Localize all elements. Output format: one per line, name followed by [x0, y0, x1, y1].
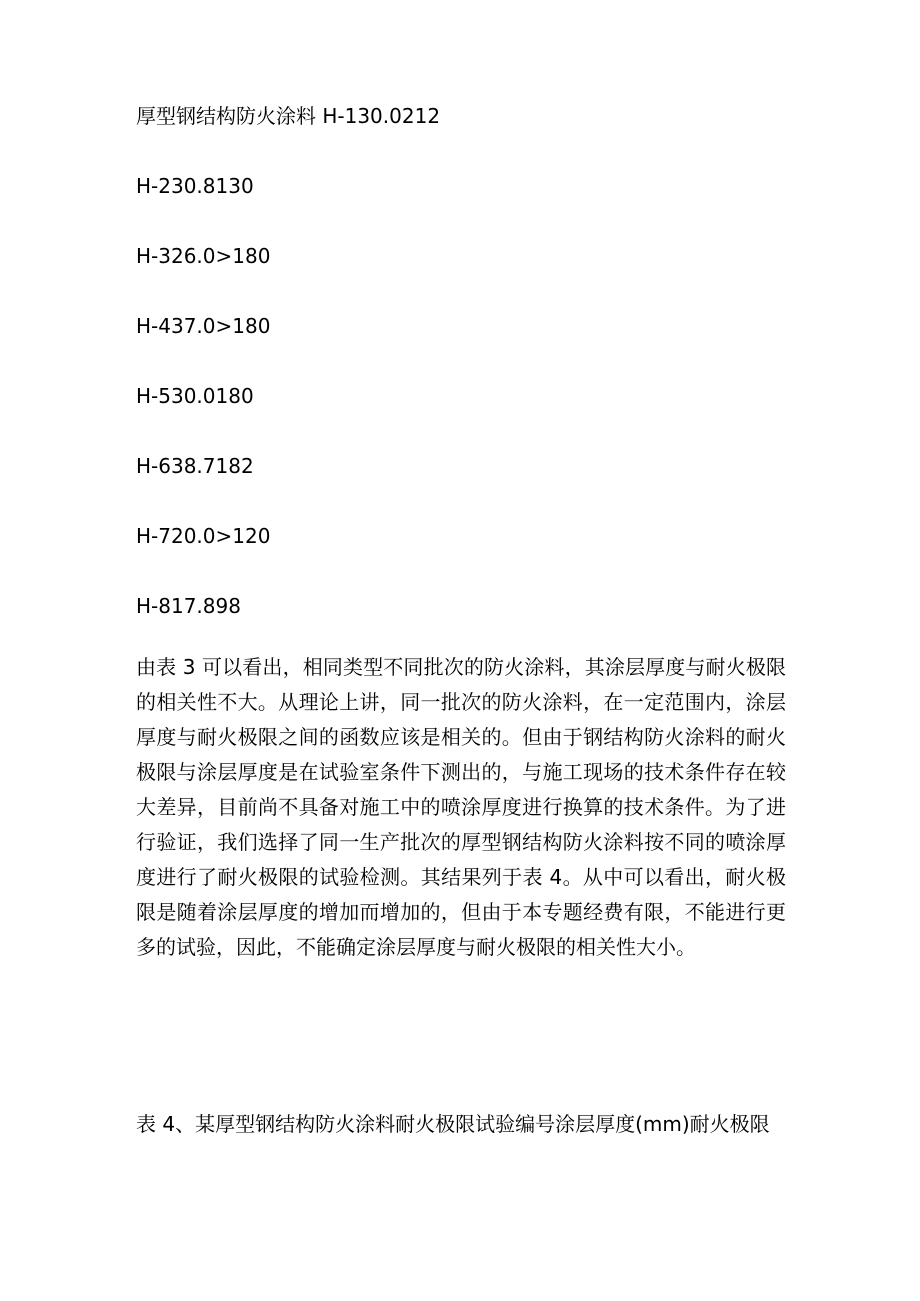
table-row: H-720.0>120	[136, 524, 271, 548]
table-row: H-230.8130	[136, 174, 254, 198]
table-caption: 表 4、某厚型钢结构防火涂料耐火极限试验编号涂层厚度(mm)耐火极限	[136, 1112, 770, 1136]
table-row: H-530.0180	[136, 384, 254, 408]
table-row: 厚型钢结构防火涂料 H-130.0212	[136, 104, 441, 128]
body-paragraph: 由表 3 可以看出，相同类型不同批次的防火涂料，其涂层厚度与耐火极限的相关性不大。从理论上讲，同一批次的防火涂料，在一定范围内，涂层厚度与耐火极限之间的函数应该是相关的。但由于钢结构防火涂料的耐火极限与涂层厚度是在试验室条件下测出的，与施工现场的技术条件存在较大差异，目前尚不具备对施工中的喷涂厚度进行换算的技术条件。为了进行验证，我们选择了同一生产批次的厚型钢结构防火涂料按不同的喷涂厚度进行了耐火极限的试验检测。其结果列于表 4。从中可以看出，耐火极限是随着涂层厚度的增加而增加的，但由于本专题经费有限，不能进行更多的试验，因此，不能确定涂层厚度与耐火极限的相关性大小。	[136, 655, 786, 959]
table-row: H-326.0>180	[136, 244, 271, 268]
table-row: H-638.7182	[136, 454, 254, 478]
table-row: H-817.898	[136, 594, 241, 618]
table-row: H-437.0>180	[136, 314, 271, 338]
